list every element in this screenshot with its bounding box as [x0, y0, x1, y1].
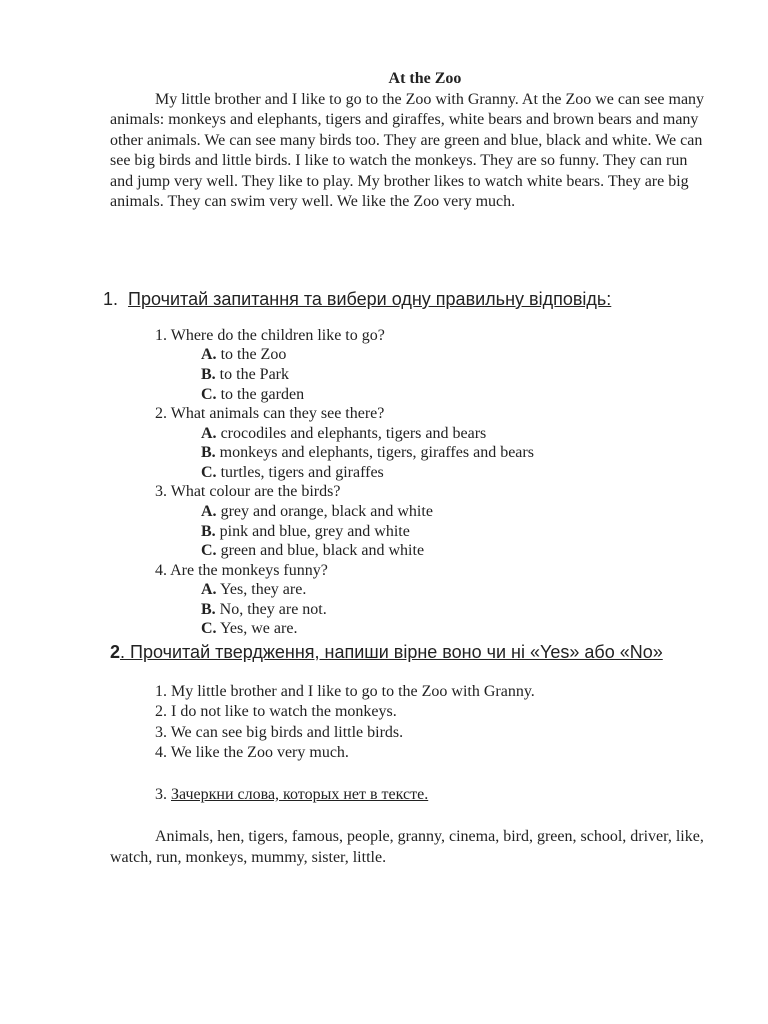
option-letter: B.	[201, 601, 216, 618]
option-text: grey and orange, black and white	[220, 503, 433, 520]
question-2-option-c	[201, 463, 384, 483]
question-3-option-c	[201, 541, 424, 561]
statement-2: 2. I do not like to watch the monkeys.	[155, 703, 397, 720]
question-4-option-a	[201, 580, 306, 600]
task1-heading-text: Прочитай запитання та вибери одну правильну відповідь:	[128, 289, 612, 309]
option-letter: A.	[201, 581, 217, 598]
option-letter: C.	[201, 542, 217, 559]
question-4: 4. Are the monkeys funny?	[155, 562, 328, 579]
option-text: crocodiles and elephants, tigers and bears	[220, 425, 487, 442]
option-text: turtles, tigers and giraffes	[220, 464, 384, 481]
task2-heading-text: . Прочитай твердження, напиши вірне воно чи ні «Yes» або «No»	[120, 642, 663, 662]
option-text: to the Zoo	[220, 346, 287, 363]
option-text: Yes, we are.	[219, 620, 298, 637]
question-3-option-b	[201, 522, 410, 542]
statement-1: 1. My little brother and I like to go to the Zoo with Granny.	[155, 683, 535, 700]
option-letter: C.	[201, 464, 217, 481]
option-letter: A.	[201, 503, 217, 520]
story-text: My little brother and I like to go to the Zoo with Granny. At the Zoo we can see many animals: monkeys and elephants, tigers and giraffes, white bears and brown bears and many other animals. We can see many birds too. They are green and blue, black and white. We can see big birds and little birds. I like to watch the monkeys. They are so funny. They can run and jump very well. They like to play. My brother likes to watch white bears. They are big animals. They can swim very well. We like the Zoo very much.	[110, 91, 705, 211]
statement-3: 3. We can see big birds and little birds.	[155, 724, 404, 741]
option-text: to the Park	[219, 366, 289, 383]
question-3: 3. What colour are the birds?	[155, 483, 341, 500]
task3-heading	[155, 785, 428, 805]
question-1: 1. Where do the children like to go?	[155, 327, 385, 344]
task2-heading	[110, 641, 663, 663]
option-text: green and blue, black and white	[220, 542, 425, 559]
page-title: At the Zoo	[388, 70, 462, 87]
question-4-option-c	[201, 619, 297, 639]
question-4-option-b	[201, 600, 327, 620]
question-1-option-c	[201, 385, 304, 405]
question-2: 2. What animals can they see there?	[155, 405, 385, 422]
question-2-option-a	[201, 424, 486, 444]
option-letter: A.	[201, 346, 217, 363]
option-letter: B.	[201, 523, 216, 540]
option-text: to the garden	[220, 386, 305, 403]
question-2-option-b	[201, 443, 534, 463]
task1-number: 1.	[103, 289, 119, 309]
option-letter: B.	[201, 366, 216, 383]
option-text: monkeys and elephants, tigers, giraffes and bears	[219, 444, 534, 461]
question-3-option-a	[201, 502, 433, 522]
question-1-option-a	[201, 345, 286, 365]
statement-4: 4. We like the Zoo very much.	[155, 744, 349, 761]
option-text: No, they are not.	[219, 601, 327, 618]
task2-number: 2	[110, 642, 121, 662]
option-letter: A.	[201, 425, 217, 442]
option-letter: C.	[201, 620, 217, 637]
task1-heading	[103, 288, 611, 310]
option-text: Yes, they are.	[219, 581, 307, 598]
word-list: Animals, hen, tigers, famous, people, granny, cinema, bird, green, school, driver, like, watch, run, monkeys, mummy, sister, little.	[110, 828, 704, 866]
task3-heading-text: Зачеркни слова, которых нет в тексте.	[171, 786, 429, 803]
question-1-option-b	[201, 365, 289, 385]
option-letter: C.	[201, 386, 217, 403]
option-text: pink and blue, grey and white	[219, 523, 410, 540]
task3-number: 3.	[155, 786, 167, 803]
option-letter: B.	[201, 444, 216, 461]
